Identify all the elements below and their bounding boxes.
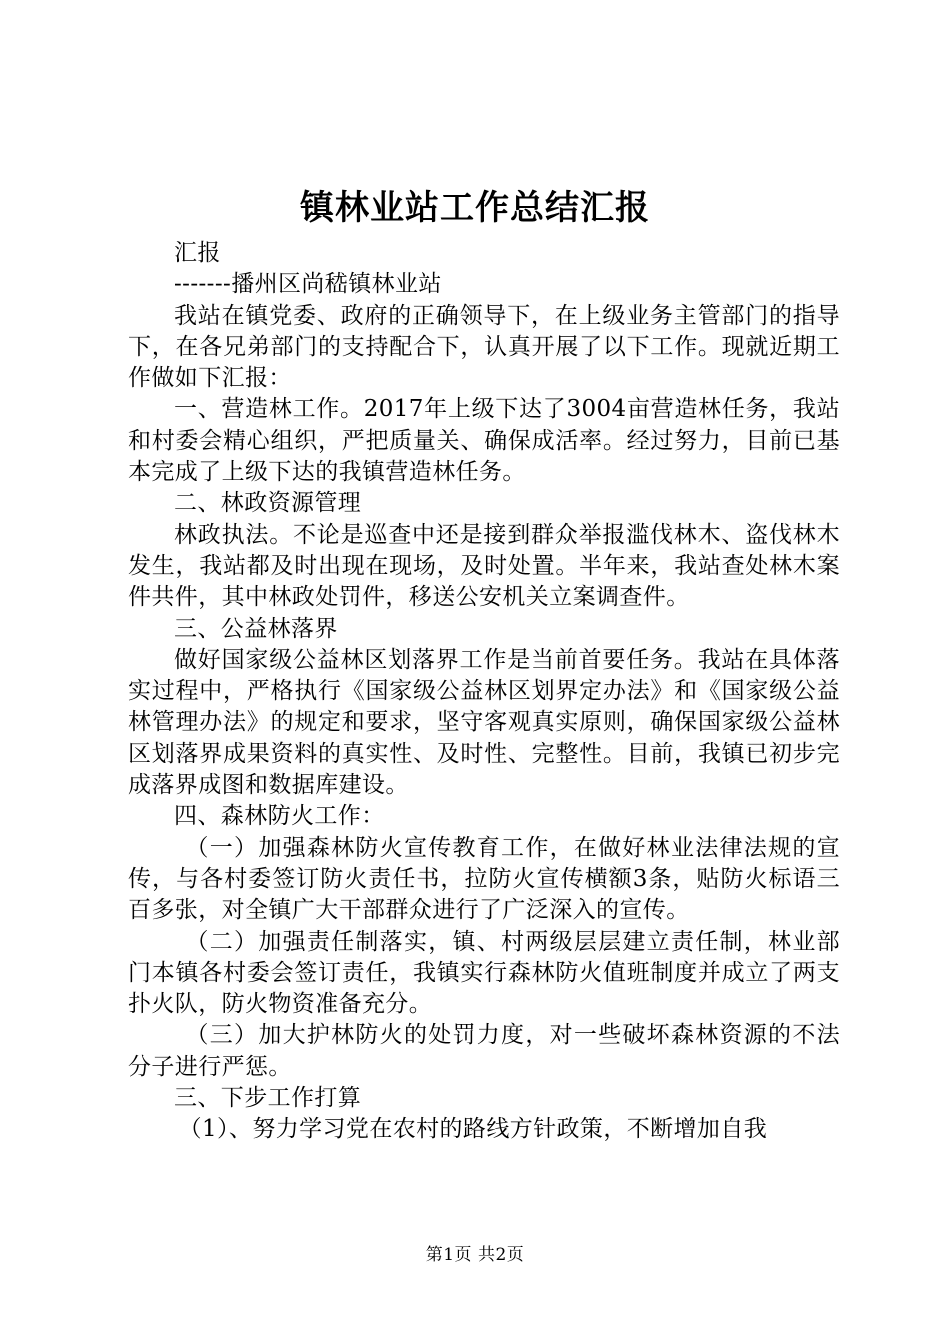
document-title: 镇林业站工作总结汇报: [300, 188, 650, 228]
next-step-item-1: （1）、努力学习党在农村的路线方针政策，不断增加自我: [178, 1116, 768, 1143]
section-heading-forest-admin: 二、林政资源管理: [174, 490, 362, 517]
fire-prevention-item-2: （二）加强责任制落实，镇、村两级层层建立责任制，林业部门本镇各村委会签订责任，我镇实行森林防火值班制度并成立了两支扑火队，防火物资准备充分。: [128, 928, 840, 1018]
document-body: [128, 238, 840, 1146]
section-heading-public-forest: 三、公益林落界: [174, 615, 338, 642]
fire-prevention-item-3: （三）加大护林防火的处罚力度，对一些破坏森林资源的不法分子进行严惩。: [128, 1022, 840, 1080]
fire-prevention-item-1: （一）加强森林防火宣传教育工作，在做好林业法律法规的宣传，与各村委签订防火责任书，拉防火宣传横额3条，贴防火标语三百多张，对全镇广大干部群众进行了广泛深入的宣传。: [128, 834, 840, 924]
public-forest-paragraph: 做好国家级公益林区划落界工作是当前首要任务。我站在具体落实过程中，严格执行《国家级公益林区划界定办法》和《国家级公益林管理办法》的规定和要求，坚守客观真实原则，确保国家级公益林区划落界成果资料的真实性、及时性、完整性。目前，我镇已初步完成落界成图和数据库建设。: [128, 646, 840, 799]
report-author: -------播州区尚嵇镇林业站: [174, 271, 442, 298]
intro-paragraph: 我站在镇党委、政府的正确领导下，在上级业务主管部门的指导下，在各兄弟部门的支持配合下，认真开展了以下工作。现就近期工作做如下汇报：: [128, 302, 840, 392]
section-heading-next-steps: 三、下步工作打算: [174, 1085, 362, 1112]
report-label: 汇报: [174, 240, 221, 266]
page-number-footer: 第1页 共2页: [425, 1245, 525, 1265]
section-afforestation: 一、营造林工作。2017年上级下达了3004亩营造林任务，我站和村委会精心组织，严把质量关、确保成活率。经过努力，目前已基本完成了上级下达的我镇营造林任务。: [128, 396, 840, 486]
forest-enforcement-paragraph: 林政执法。不论是巡查中还是接到群众举报滥伐林木、盗伐林木发生，我站都及时出现在现场，及时处置。半年来，我站查处林木案件共件，其中林政处罚件，移送公安机关立案调查件。: [128, 521, 840, 611]
section-heading-fire-prevention: 四、森林防火工作：: [174, 803, 385, 830]
